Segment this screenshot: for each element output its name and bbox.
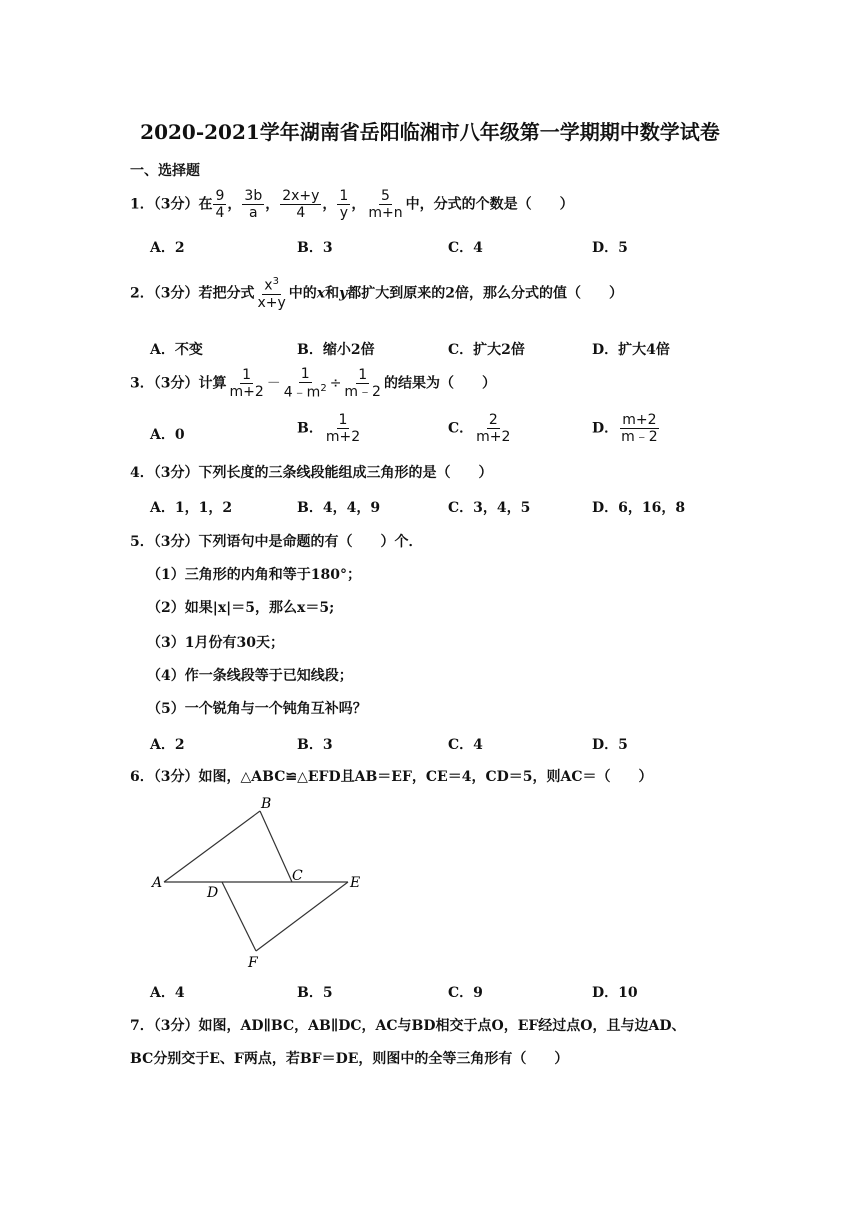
- q3-frac-1: $\frac{1}{m+2}$: [229, 366, 264, 400]
- q3-option-a[interactable]: A．0: [150, 427, 185, 443]
- q1-frac-3: $\frac{2x+y}{4}$: [282, 188, 320, 222]
- q4-option-a[interactable]: A．1，1，2: [150, 500, 233, 516]
- q2-option-b[interactable]: B．缩小2倍: [297, 342, 375, 358]
- q1-frac-4: $\frac{1}{y}$: [339, 188, 349, 222]
- q5-item-2: （2）如果|x|＝5，那么x＝5;: [147, 600, 335, 616]
- q1-option-c[interactable]: C．4: [448, 240, 483, 256]
- q1-option-b[interactable]: B．3: [297, 240, 333, 256]
- q6-triangle-figure: [140, 792, 380, 972]
- q6-option-c[interactable]: C．9: [448, 985, 483, 1001]
- segment-bc: [260, 811, 292, 882]
- q5-option-a[interactable]: A．2: [150, 737, 185, 753]
- point-label-c: C: [292, 868, 303, 884]
- question-1: 1．（3分）在 $\frac{9}{4}$ ， $\frac{3b}{a}$ ， $\frac{2x+y}{4}$ ， $\frac{1}{y}$ ， $\frac{5}{m+n}$ 中，分式的个数是（ ）: [130, 188, 574, 222]
- segment-fd: [222, 882, 256, 951]
- q1-option-a[interactable]: A．2: [150, 240, 185, 256]
- point-label-e: E: [350, 875, 361, 891]
- q6-option-a[interactable]: A．4: [150, 985, 185, 1001]
- q5-item-1: （1）三角形的内角和等于180°；: [147, 567, 361, 583]
- question-6: 6．（3分）如图，△ABC≌△EFD且AB＝EF，CE＝4，CD＝5，则AC＝（ ）: [130, 769, 653, 785]
- q5-option-d[interactable]: D．5: [592, 737, 628, 753]
- section-heading: 一、选择题: [130, 163, 200, 179]
- q5-item-5: （5）一个锐角与一个钝角互补吗？: [147, 701, 367, 717]
- q5-option-c[interactable]: C．4: [448, 737, 483, 753]
- q2-frac: $\frac{x^3}{x+y}$: [257, 276, 286, 311]
- question-4: 4．（3分）下列长度的三条线段能组成三角形的是（ ）: [130, 465, 493, 481]
- q2-option-a[interactable]: A．不变: [150, 342, 203, 358]
- q4-option-b[interactable]: B．4，4，9: [297, 500, 381, 516]
- q6-option-b[interactable]: B．5: [297, 985, 333, 1001]
- question-2: 2．（3分）若把分式 $\frac{x^3}{x+y}$ 中的x和y都扩大到原来的2倍，那么分式的值（ ）: [130, 276, 624, 311]
- q2-option-d[interactable]: D．扩大4倍: [592, 342, 670, 358]
- q1-prefix: 1．（3分）在: [130, 196, 213, 213]
- q4-option-c[interactable]: C．3，4，5: [448, 500, 531, 516]
- question-7-line-2: BC分别交于E、F两点，若BF＝DE，则图中的全等三角形有（ ）: [130, 1051, 569, 1067]
- point-label-a: A: [152, 875, 163, 891]
- q3-option-c[interactable]: C． $\frac{2}{m+2}$: [448, 412, 511, 446]
- q3-frac-3: $\frac{1}{m﹣2}$: [344, 366, 381, 400]
- q3-option-b[interactable]: B． $\frac{1}{m+2}$: [297, 412, 361, 446]
- question-5: 5．（3分）下列语句中是命题的有（ ）个．: [130, 534, 423, 550]
- q3-option-d[interactable]: D． $\frac{m+2}{m﹣2}$: [592, 412, 658, 446]
- q5-item-3: （3）1月份有30天；: [147, 635, 284, 651]
- q2-option-c[interactable]: C．扩大2倍: [448, 342, 525, 358]
- q1-frac-5: $\frac{5}{m+n}$: [368, 188, 403, 222]
- q1-option-d[interactable]: D．5: [592, 240, 628, 256]
- page-title: 2020-2021学年湖南省岳阳临湘市八年级第一学期期中数学试卷: [140, 120, 720, 144]
- question-3: 3．（3分）计算 $\frac{1}{m+2}$ － $\frac{1}{4﹣m^2}$ ÷ $\frac{1}{m﹣2}$ 的结果为（ ）: [130, 366, 496, 401]
- point-label-b: B: [261, 796, 272, 812]
- q3-frac-2: $\frac{1}{4﹣m^2}$: [283, 366, 327, 401]
- segment-ab: [164, 811, 260, 882]
- question-7-line-1: 7．（3分）如图，AD∥BC，AB∥DC，AC与BD相交于点O，EF经过点O，且与边AD、: [130, 1018, 686, 1034]
- point-label-f: F: [248, 955, 258, 971]
- q6-option-d[interactable]: D．10: [592, 985, 638, 1001]
- q5-option-b[interactable]: B．3: [297, 737, 333, 753]
- point-label-d: D: [207, 885, 219, 901]
- q1-frac-1: $\frac{9}{4}$: [215, 188, 225, 222]
- q5-item-4: （4）作一条线段等于已知线段；: [147, 668, 353, 684]
- segment-ef: [256, 882, 348, 951]
- q1-frac-2: $\frac{3b}{a}$: [244, 188, 263, 222]
- q1-suffix: 中，分式的个数是（ ）: [405, 196, 574, 213]
- q4-option-d[interactable]: D．6，16，8: [592, 500, 686, 516]
